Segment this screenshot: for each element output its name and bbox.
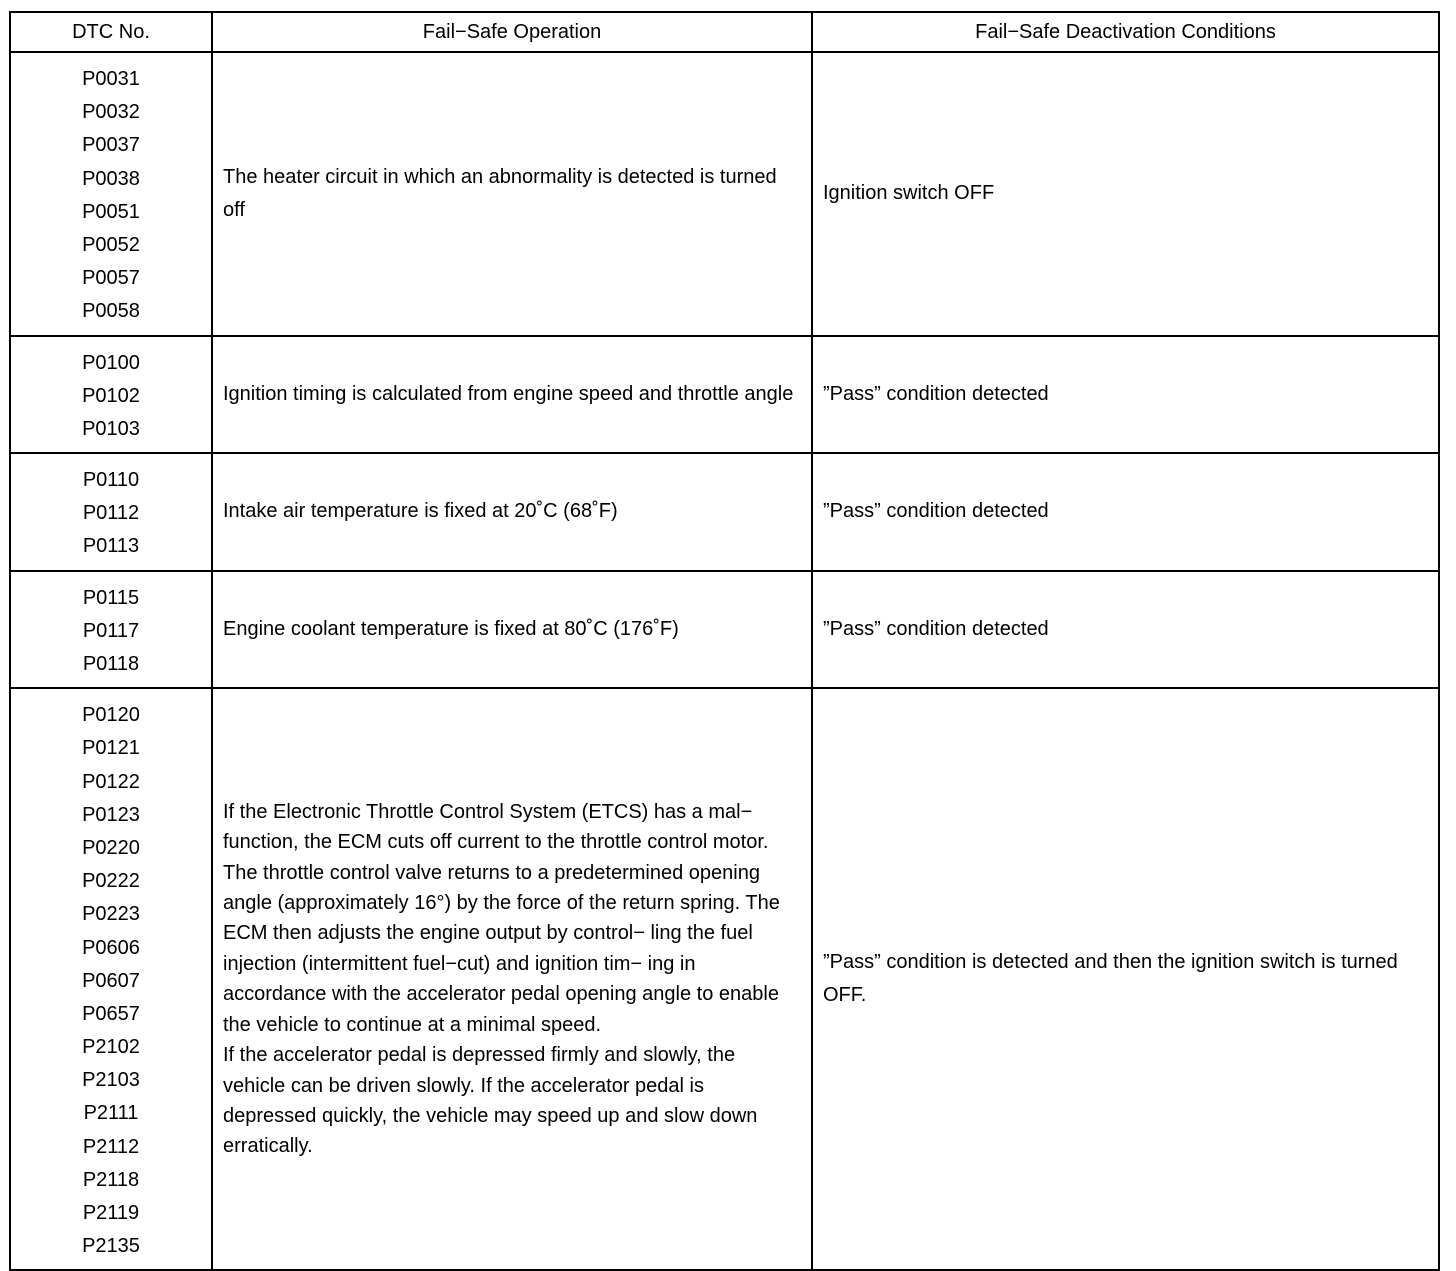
dtc-code: P2118 [82, 1168, 140, 1191]
dtc-code: P0052 [82, 233, 140, 256]
dtc-list [11, 572, 211, 688]
operation-text: The heater circuit in which an abnormality is detected is turned off [223, 165, 777, 221]
dtc-code: P0117 [82, 619, 140, 642]
header-deactivation-conditions: Fail−Safe Deactivation Conditions [812, 12, 1439, 52]
deactivation-condition-cell [812, 336, 1439, 454]
operation-text: If the accelerator pedal is depressed firmly and slowly, the vehicle can be driven slowly. If the accelerator pedal is depressed quickly, the vehicle may speed up and slow down erratically. [223, 1044, 758, 1158]
dtc-code: P2111 [83, 1102, 139, 1125]
operation-text: Intake air temperature is fixed at 20˚C (68˚F) [223, 500, 618, 523]
condition-text: ”Pass” condition detected [823, 617, 1049, 640]
dtc-code: P0032 [82, 101, 140, 124]
dtc-code: P0222 [82, 870, 140, 893]
table-row [10, 571, 1439, 689]
dtc-code: P0102 [82, 384, 140, 407]
operation-text: Ignition timing is calculated from engine speed and throttle angle [223, 382, 794, 405]
header-dtc-no: DTC No. [10, 12, 212, 52]
dtc-code: P0121 [82, 737, 140, 760]
dtc-code: P0057 [82, 267, 140, 290]
dtc-list [11, 337, 211, 453]
dtc-code: P0038 [82, 167, 140, 190]
condition-text: Ignition switch OFF [823, 182, 995, 205]
fail-safe-operation-cell [212, 453, 812, 571]
deactivation-condition-cell [812, 688, 1439, 1270]
dtc-code: P2135 [82, 1235, 140, 1258]
dtc-code: P2112 [82, 1135, 140, 1158]
dtc-code: P0058 [82, 300, 140, 323]
operation-text: Engine coolant temperature is fixed at 80˚C (176˚F) [223, 617, 679, 640]
dtc-code: P0606 [82, 936, 140, 959]
dtc-code: P0031 [82, 68, 140, 90]
dtc-code: P0112 [82, 502, 140, 525]
dtc-cell [10, 688, 212, 1270]
condition-text: ”Pass” condition detected [823, 500, 1049, 523]
dtc-list [11, 53, 211, 335]
dtc-cell [10, 52, 212, 336]
fail-safe-operation-cell [212, 52, 812, 336]
fail-safe-operation-cell [212, 336, 812, 454]
dtc-cell [10, 571, 212, 689]
deactivation-condition-cell [812, 571, 1439, 689]
dtc-code: P0118 [82, 653, 140, 675]
dtc-code: P0123 [82, 803, 140, 826]
dtc-code: P0223 [82, 903, 140, 926]
condition-text: ”Pass” condition detected [823, 382, 1049, 405]
header-row [10, 12, 1439, 52]
dtc-code: P0115 [82, 586, 140, 609]
dtc-list [11, 454, 211, 570]
dtc-code: P2119 [82, 1202, 140, 1224]
fail-safe-operation-cell [212, 688, 812, 1270]
table-row [10, 688, 1439, 1270]
dtc-code: P2102 [82, 1036, 140, 1059]
fail-safe-table [9, 11, 1440, 1271]
dtc-cell [10, 453, 212, 571]
dtc-code: P0103 [82, 417, 140, 440]
dtc-list [11, 689, 211, 1269]
dtc-code: P0220 [82, 836, 140, 859]
dtc-code: P0120 [82, 704, 140, 727]
dtc-cell [10, 336, 212, 454]
deactivation-condition-cell [812, 52, 1439, 336]
dtc-code: P0051 [82, 200, 140, 223]
dtc-code: P0037 [82, 134, 140, 157]
dtc-code: P0100 [82, 351, 140, 374]
condition-text: ”Pass” condition is detected and then the ignition switch is turned OFF. [823, 951, 1398, 1007]
table-row [10, 52, 1439, 336]
dtc-code: P2103 [82, 1069, 140, 1092]
dtc-code: P0607 [82, 969, 140, 992]
fail-safe-operation-cell [212, 571, 812, 689]
dtc-code: P0110 [82, 469, 140, 492]
operation-text: If the Electronic Throttle Control System (ETCS) has a mal− function, the ECM cuts off current to the throttle control motor. The throttle control valve returns to a predetermined opening angle (approximately 16°) by the force of the return spring. The ECM then adjusts the engine output by control− ling the fuel injection (intermittent fuel−cut) and ignition tim− ing in accordance with the accelerator pedal opening angle to enable the vehicle to continue at a minimal speed. [223, 800, 780, 1036]
dtc-code: P0657 [82, 1002, 140, 1025]
header-fail-safe-operation: Fail−Safe Operation [212, 12, 812, 52]
dtc-code: P0122 [82, 770, 140, 793]
table-row [10, 336, 1439, 454]
dtc-code: P0113 [82, 535, 140, 558]
deactivation-condition-cell [812, 453, 1439, 571]
table-row [10, 453, 1439, 571]
